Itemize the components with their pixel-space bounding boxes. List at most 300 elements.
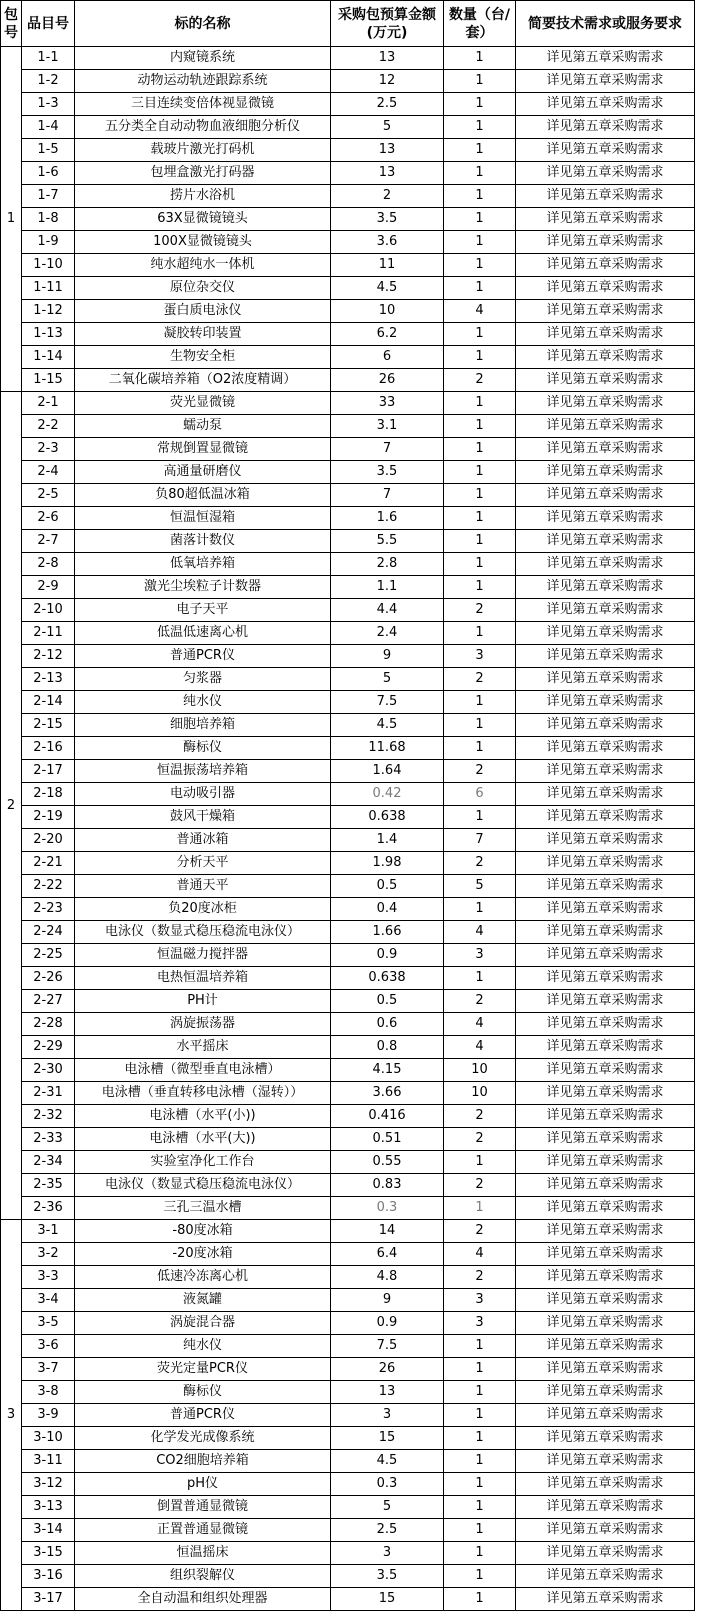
- requirements-cell: 详见第五章采购需求: [516, 806, 695, 829]
- item-code-cell: 1-10: [22, 254, 75, 277]
- budget-cell: 0.55: [331, 1151, 444, 1174]
- item-name-cell: 电热恒温培养箱: [75, 967, 331, 990]
- budget-cell: 3.5: [331, 1565, 444, 1588]
- item-name-cell: 电泳槽（微型垂直电泳槽）: [75, 1059, 331, 1082]
- table-row: [1, 898, 695, 921]
- header-budget: 采购包预算金额(万元): [331, 1, 444, 47]
- quantity-cell: 1: [444, 576, 516, 599]
- quantity-cell: 6: [444, 783, 516, 806]
- item-name-cell: 恒温摇床: [75, 1542, 331, 1565]
- requirements-cell: 详见第五章采购需求: [516, 1496, 695, 1519]
- item-name-cell: 捞片水浴机: [75, 185, 331, 208]
- requirements-cell: 详见第五章采购需求: [516, 1174, 695, 1197]
- requirements-cell: 详见第五章采购需求: [516, 1565, 695, 1588]
- table-row: [1, 47, 695, 70]
- item-name-cell: 电泳仪（数显式稳压稳流电泳仪）: [75, 921, 331, 944]
- item-code-cell: 1-3: [22, 93, 75, 116]
- item-code-cell: 2-35: [22, 1174, 75, 1197]
- item-name-cell: 纯水仪: [75, 691, 331, 714]
- requirements-cell: 详见第五章采购需求: [516, 1059, 695, 1082]
- package-number-cell: 3: [1, 1220, 22, 1611]
- budget-cell: 1.1: [331, 576, 444, 599]
- table-row: [1, 438, 695, 461]
- item-code-cell: 3-4: [22, 1289, 75, 1312]
- item-code-cell: 1-8: [22, 208, 75, 231]
- quantity-cell: 1: [444, 461, 516, 484]
- budget-cell: 6: [331, 346, 444, 369]
- requirements-cell: 详见第五章采购需求: [516, 530, 695, 553]
- requirements-cell: 详见第五章采购需求: [516, 162, 695, 185]
- budget-cell: 2.4: [331, 622, 444, 645]
- table-row: [1, 507, 695, 530]
- header-item-code: 品目号: [22, 1, 75, 47]
- requirements-cell: 详见第五章采购需求: [516, 185, 695, 208]
- table-row: [1, 1312, 695, 1335]
- requirements-cell: 详见第五章采购需求: [516, 254, 695, 277]
- quantity-cell: 1: [444, 530, 516, 553]
- table-row: [1, 369, 695, 392]
- item-code-cell: 2-15: [22, 714, 75, 737]
- item-name-cell: 内窥镜系统: [75, 47, 331, 70]
- budget-cell: 3.5: [331, 461, 444, 484]
- quantity-cell: 1: [444, 346, 516, 369]
- requirements-cell: 详见第五章采购需求: [516, 70, 695, 93]
- item-code-cell: 2-5: [22, 484, 75, 507]
- table-row: [1, 921, 695, 944]
- quantity-cell: 1: [444, 622, 516, 645]
- requirements-cell: 详见第五章采购需求: [516, 668, 695, 691]
- quantity-cell: 2: [444, 1220, 516, 1243]
- item-code-cell: 2-24: [22, 921, 75, 944]
- item-code-cell: 2-33: [22, 1128, 75, 1151]
- requirements-cell: 详见第五章采购需求: [516, 1588, 695, 1611]
- table-row: [1, 1427, 695, 1450]
- item-name-cell: -20度冰箱: [75, 1243, 331, 1266]
- budget-cell: 15: [331, 1588, 444, 1611]
- requirements-cell: 详见第五章采购需求: [516, 1427, 695, 1450]
- item-code-cell: 3-7: [22, 1358, 75, 1381]
- quantity-cell: 1: [444, 392, 516, 415]
- package-number-cell: 1: [1, 47, 22, 392]
- item-code-cell: 2-6: [22, 507, 75, 530]
- item-code-cell: 1-4: [22, 116, 75, 139]
- table-row: [1, 346, 695, 369]
- quantity-cell: 1: [444, 1358, 516, 1381]
- budget-cell: 1.6: [331, 507, 444, 530]
- table-row: [1, 760, 695, 783]
- table-row: [1, 1151, 695, 1174]
- budget-cell: 0.638: [331, 806, 444, 829]
- item-name-cell: 电泳槽（水平(大)): [75, 1128, 331, 1151]
- budget-cell: 4.15: [331, 1059, 444, 1082]
- table-row: [1, 1128, 695, 1151]
- requirements-cell: 详见第五章采购需求: [516, 1197, 695, 1220]
- quantity-cell: 1: [444, 47, 516, 70]
- item-name-cell: 恒温恒湿箱: [75, 507, 331, 530]
- item-name-cell: 正置普通显微镜: [75, 1519, 331, 1542]
- table-row: [1, 1588, 695, 1611]
- item-code-cell: 2-27: [22, 990, 75, 1013]
- budget-cell: 0.3: [331, 1197, 444, 1220]
- requirements-cell: 详见第五章采购需求: [516, 829, 695, 852]
- requirements-cell: 详见第五章采购需求: [516, 1519, 695, 1542]
- requirements-cell: 详见第五章采购需求: [516, 1082, 695, 1105]
- budget-cell: 0.8: [331, 1036, 444, 1059]
- requirements-cell: 详见第五章采购需求: [516, 415, 695, 438]
- item-name-cell: 高通量研磨仪: [75, 461, 331, 484]
- item-name-cell: 激光尘埃粒子计数器: [75, 576, 331, 599]
- item-code-cell: 2-17: [22, 760, 75, 783]
- item-code-cell: 3-9: [22, 1404, 75, 1427]
- budget-cell: 2.8: [331, 553, 444, 576]
- item-code-cell: 1-7: [22, 185, 75, 208]
- item-code-cell: 1-12: [22, 300, 75, 323]
- item-code-cell: 2-2: [22, 415, 75, 438]
- quantity-cell: 2: [444, 990, 516, 1013]
- item-code-cell: 2-3: [22, 438, 75, 461]
- item-code-cell: 2-8: [22, 553, 75, 576]
- budget-cell: 6.2: [331, 323, 444, 346]
- table-row: [1, 1542, 695, 1565]
- quantity-cell: 1: [444, 1197, 516, 1220]
- budget-cell: 11: [331, 254, 444, 277]
- quantity-cell: 3: [444, 1312, 516, 1335]
- item-name-cell: 全自动温和组织处理器: [75, 1588, 331, 1611]
- quantity-cell: 1: [444, 714, 516, 737]
- quantity-cell: 1: [444, 1427, 516, 1450]
- item-code-cell: 1-2: [22, 70, 75, 93]
- item-name-cell: 细胞培养箱: [75, 714, 331, 737]
- requirements-cell: 详见第五章采购需求: [516, 1013, 695, 1036]
- item-name-cell: 负20度冰柜: [75, 898, 331, 921]
- requirements-cell: 详见第五章采购需求: [516, 1220, 695, 1243]
- table-row: [1, 139, 695, 162]
- item-code-cell: 2-10: [22, 599, 75, 622]
- budget-cell: 4.8: [331, 1266, 444, 1289]
- table-row: [1, 829, 695, 852]
- item-code-cell: 2-11: [22, 622, 75, 645]
- item-code-cell: 3-11: [22, 1450, 75, 1473]
- budget-cell: 13: [331, 139, 444, 162]
- budget-cell: 4.5: [331, 1450, 444, 1473]
- item-name-cell: 包埋盒激光打码器: [75, 162, 331, 185]
- quantity-cell: 1: [444, 1473, 516, 1496]
- quantity-cell: 1: [444, 1565, 516, 1588]
- item-code-cell: 1-15: [22, 369, 75, 392]
- requirements-cell: 详见第五章采购需求: [516, 1105, 695, 1128]
- requirements-cell: 详见第五章采购需求: [516, 967, 695, 990]
- requirements-cell: 详见第五章采购需求: [516, 553, 695, 576]
- budget-cell: 0.3: [331, 1473, 444, 1496]
- quantity-cell: 4: [444, 921, 516, 944]
- table-row: [1, 1565, 695, 1588]
- requirements-cell: 详见第五章采购需求: [516, 921, 695, 944]
- item-name-cell: 荧光显微镜: [75, 392, 331, 415]
- quantity-cell: 2: [444, 1128, 516, 1151]
- item-code-cell: 1-5: [22, 139, 75, 162]
- table-row: [1, 1496, 695, 1519]
- quantity-cell: 1: [444, 438, 516, 461]
- requirements-cell: 详见第五章采购需求: [516, 392, 695, 415]
- item-code-cell: 2-23: [22, 898, 75, 921]
- table-row: [1, 1036, 695, 1059]
- table-body: [1, 47, 695, 1611]
- budget-cell: 26: [331, 369, 444, 392]
- item-name-cell: 酶标仪: [75, 737, 331, 760]
- quantity-cell: 1: [444, 1450, 516, 1473]
- item-name-cell: 纯水仪: [75, 1335, 331, 1358]
- quantity-cell: 1: [444, 162, 516, 185]
- table-row: [1, 415, 695, 438]
- budget-cell: 0.638: [331, 967, 444, 990]
- requirements-cell: 详见第五章采购需求: [516, 875, 695, 898]
- quantity-cell: 1: [444, 737, 516, 760]
- quantity-cell: 1: [444, 277, 516, 300]
- requirements-cell: 详见第五章采购需求: [516, 1289, 695, 1312]
- item-name-cell: 涡旋振荡器: [75, 1013, 331, 1036]
- item-name-cell: 分析天平: [75, 852, 331, 875]
- requirements-cell: 详见第五章采购需求: [516, 783, 695, 806]
- item-name-cell: 恒温磁力搅拌器: [75, 944, 331, 967]
- item-name-cell: pH仪: [75, 1473, 331, 1496]
- quantity-cell: 2: [444, 369, 516, 392]
- item-code-cell: 3-14: [22, 1519, 75, 1542]
- item-code-cell: 2-31: [22, 1082, 75, 1105]
- budget-cell: 0.4: [331, 898, 444, 921]
- table-row: [1, 277, 695, 300]
- item-code-cell: 3-12: [22, 1473, 75, 1496]
- table-row: [1, 1381, 695, 1404]
- item-name-cell: 匀浆器: [75, 668, 331, 691]
- quantity-cell: 7: [444, 829, 516, 852]
- quantity-cell: 1: [444, 1542, 516, 1565]
- requirements-cell: 详见第五章采购需求: [516, 1266, 695, 1289]
- table-row: [1, 1174, 695, 1197]
- table-row: [1, 484, 695, 507]
- item-name-cell: 载玻片激光打码机: [75, 139, 331, 162]
- requirements-cell: 详见第五章采购需求: [516, 944, 695, 967]
- item-code-cell: 2-36: [22, 1197, 75, 1220]
- budget-cell: 4.5: [331, 277, 444, 300]
- requirements-cell: 详见第五章采购需求: [516, 277, 695, 300]
- item-name-cell: 三孔三温水槽: [75, 1197, 331, 1220]
- item-name-cell: 荧光定量PCR仪: [75, 1358, 331, 1381]
- table-row: [1, 1404, 695, 1427]
- budget-cell: 13: [331, 47, 444, 70]
- quantity-cell: 1: [444, 208, 516, 231]
- quantity-cell: 1: [444, 484, 516, 507]
- item-name-cell: 鼓风干燥箱: [75, 806, 331, 829]
- budget-cell: 7: [331, 484, 444, 507]
- item-name-cell: 负80超低温冰箱: [75, 484, 331, 507]
- item-name-cell: PH计: [75, 990, 331, 1013]
- budget-cell: 6.4: [331, 1243, 444, 1266]
- item-code-cell: 2-30: [22, 1059, 75, 1082]
- table-row: [1, 645, 695, 668]
- quantity-cell: 1: [444, 691, 516, 714]
- requirements-cell: 详见第五章采购需求: [516, 346, 695, 369]
- requirements-cell: 详见第五章采购需求: [516, 990, 695, 1013]
- budget-cell: 0.9: [331, 1312, 444, 1335]
- item-name-cell: 原位杂交仪: [75, 277, 331, 300]
- item-code-cell: 2-19: [22, 806, 75, 829]
- table-row: [1, 599, 695, 622]
- quantity-cell: 3: [444, 944, 516, 967]
- table-row: [1, 1473, 695, 1496]
- item-code-cell: 3-2: [22, 1243, 75, 1266]
- budget-cell: 3: [331, 1542, 444, 1565]
- table-row: [1, 1220, 695, 1243]
- budget-cell: 33: [331, 392, 444, 415]
- table-row: [1, 530, 695, 553]
- item-name-cell: 常规倒置显微镜: [75, 438, 331, 461]
- item-code-cell: 2-21: [22, 852, 75, 875]
- quantity-cell: 1: [444, 70, 516, 93]
- requirements-cell: 详见第五章采购需求: [516, 760, 695, 783]
- requirements-cell: 详见第五章采购需求: [516, 1542, 695, 1565]
- table-row: [1, 553, 695, 576]
- table-row: [1, 967, 695, 990]
- table-row: [1, 990, 695, 1013]
- budget-cell: 4.5: [331, 714, 444, 737]
- item-name-cell: 低温低速离心机: [75, 622, 331, 645]
- quantity-cell: 10: [444, 1059, 516, 1082]
- budget-cell: 3.1: [331, 415, 444, 438]
- item-name-cell: 普通PCR仪: [75, 645, 331, 668]
- item-name-cell: 普通PCR仪: [75, 1404, 331, 1427]
- item-name-cell: 三目连续变倍体视显微镜: [75, 93, 331, 116]
- quantity-cell: 1: [444, 507, 516, 530]
- budget-cell: 3.6: [331, 231, 444, 254]
- quantity-cell: 4: [444, 300, 516, 323]
- item-code-cell: 2-29: [22, 1036, 75, 1059]
- item-name-cell: 二氧化碳培养箱（O2浓度精调）: [75, 369, 331, 392]
- quantity-cell: 2: [444, 1105, 516, 1128]
- item-name-cell: 电子天平: [75, 599, 331, 622]
- table-row: [1, 576, 695, 599]
- table-row: [1, 1358, 695, 1381]
- requirements-cell: 详见第五章采购需求: [516, 461, 695, 484]
- budget-cell: 0.42: [331, 783, 444, 806]
- table-row: [1, 622, 695, 645]
- requirements-cell: 详见第五章采购需求: [516, 507, 695, 530]
- item-name-cell: CO2细胞培养箱: [75, 1450, 331, 1473]
- requirements-cell: 详见第五章采购需求: [516, 47, 695, 70]
- requirements-cell: 详见第五章采购需求: [516, 369, 695, 392]
- item-name-cell: 实验室净化工作台: [75, 1151, 331, 1174]
- item-name-cell: 组织裂解仪: [75, 1565, 331, 1588]
- budget-cell: 5: [331, 1496, 444, 1519]
- item-name-cell: 液氮罐: [75, 1289, 331, 1312]
- requirements-cell: 详见第五章采购需求: [516, 323, 695, 346]
- item-code-cell: 2-13: [22, 668, 75, 691]
- quantity-cell: 1: [444, 806, 516, 829]
- table-row: [1, 116, 695, 139]
- item-code-cell: 2-4: [22, 461, 75, 484]
- item-code-cell: 2-12: [22, 645, 75, 668]
- item-code-cell: 1-1: [22, 47, 75, 70]
- item-name-cell: 化学发光成像系统: [75, 1427, 331, 1450]
- item-name-cell: 凝胶转印装置: [75, 323, 331, 346]
- budget-cell: 3.66: [331, 1082, 444, 1105]
- item-code-cell: 2-20: [22, 829, 75, 852]
- budget-cell: 1.4: [331, 829, 444, 852]
- quantity-cell: 1: [444, 1588, 516, 1611]
- table-row: [1, 1519, 695, 1542]
- quantity-cell: 4: [444, 1036, 516, 1059]
- item-code-cell: 2-1: [22, 392, 75, 415]
- item-code-cell: 2-18: [22, 783, 75, 806]
- item-name-cell: 100X显微镜镜头: [75, 231, 331, 254]
- budget-cell: 0.9: [331, 944, 444, 967]
- table-row: [1, 254, 695, 277]
- item-name-cell: 生物安全柜: [75, 346, 331, 369]
- item-code-cell: 3-10: [22, 1427, 75, 1450]
- quantity-cell: 1: [444, 967, 516, 990]
- budget-cell: 3.5: [331, 208, 444, 231]
- budget-cell: 0.5: [331, 875, 444, 898]
- requirements-cell: 详见第五章采购需求: [516, 300, 695, 323]
- item-name-cell: 菌落计数仪: [75, 530, 331, 553]
- requirements-cell: 详见第五章采购需求: [516, 599, 695, 622]
- package-number-cell: 2: [1, 392, 22, 1220]
- table-row: [1, 1197, 695, 1220]
- requirements-cell: 详见第五章采购需求: [516, 484, 695, 507]
- item-code-cell: 2-25: [22, 944, 75, 967]
- requirements-cell: 详见第五章采购需求: [516, 1312, 695, 1335]
- item-name-cell: 倒置普通显微镜: [75, 1496, 331, 1519]
- item-code-cell: 3-8: [22, 1381, 75, 1404]
- requirements-cell: 详见第五章采购需求: [516, 93, 695, 116]
- table-row: [1, 1289, 695, 1312]
- item-code-cell: 3-16: [22, 1565, 75, 1588]
- item-name-cell: 涡旋混合器: [75, 1312, 331, 1335]
- table-row: [1, 461, 695, 484]
- budget-cell: 9: [331, 1289, 444, 1312]
- table-row: [1, 691, 695, 714]
- quantity-cell: 1: [444, 1519, 516, 1542]
- table-row: [1, 300, 695, 323]
- requirements-cell: 详见第五章采购需求: [516, 714, 695, 737]
- budget-cell: 0.83: [331, 1174, 444, 1197]
- item-name-cell: 恒温振荡培养箱: [75, 760, 331, 783]
- quantity-cell: 1: [444, 898, 516, 921]
- budget-cell: 11.68: [331, 737, 444, 760]
- budget-cell: 2.5: [331, 93, 444, 116]
- quantity-cell: 1: [444, 415, 516, 438]
- quantity-cell: 1: [444, 231, 516, 254]
- budget-cell: 1.98: [331, 852, 444, 875]
- budget-cell: 5: [331, 668, 444, 691]
- quantity-cell: 1: [444, 553, 516, 576]
- quantity-cell: 2: [444, 1266, 516, 1289]
- table-row: [1, 668, 695, 691]
- requirements-cell: 详见第五章采购需求: [516, 1036, 695, 1059]
- table-row: [1, 783, 695, 806]
- requirements-cell: 详见第五章采购需求: [516, 1128, 695, 1151]
- quantity-cell: 5: [444, 875, 516, 898]
- item-code-cell: 1-13: [22, 323, 75, 346]
- table-row: [1, 852, 695, 875]
- requirements-cell: 详见第五章采购需求: [516, 622, 695, 645]
- quantity-cell: 1: [444, 1335, 516, 1358]
- table-row: [1, 806, 695, 829]
- budget-cell: 5: [331, 116, 444, 139]
- item-code-cell: 1-14: [22, 346, 75, 369]
- item-name-cell: 水平摇床: [75, 1036, 331, 1059]
- budget-cell: 10: [331, 300, 444, 323]
- item-name-cell: 电泳槽（水平(小)): [75, 1105, 331, 1128]
